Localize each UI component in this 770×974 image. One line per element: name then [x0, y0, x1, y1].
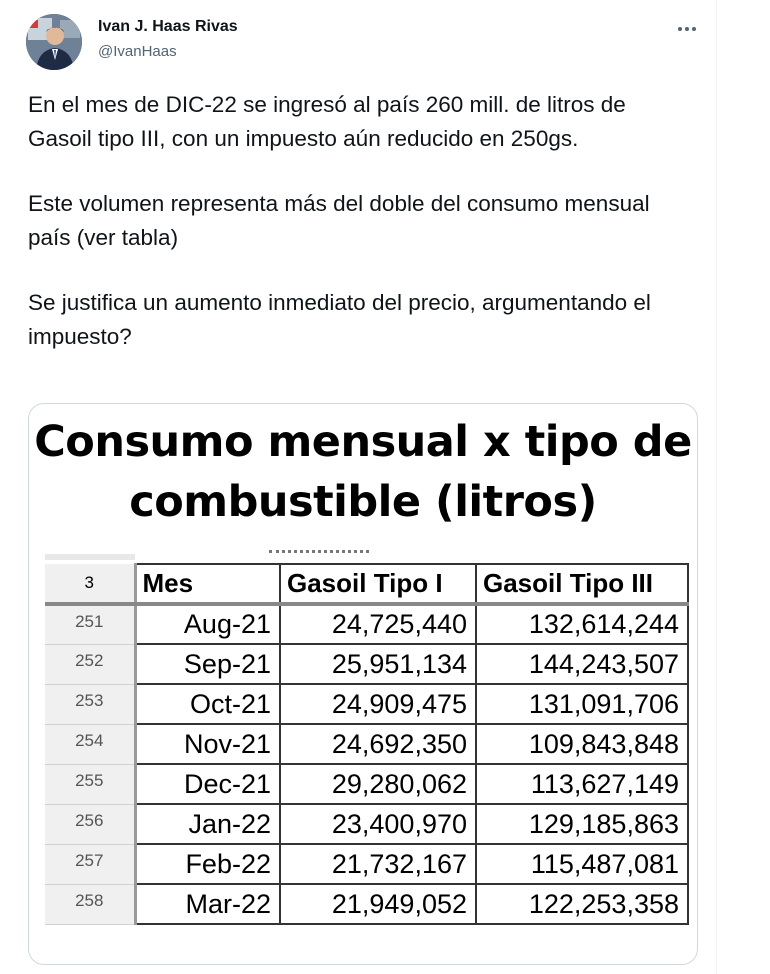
- media-title-line-1: Consumo mensual x tipo de: [34, 417, 692, 467]
- table-row: [45, 644, 688, 684]
- fuel-table: [45, 563, 689, 925]
- column-header-gasoil-tipo-i: Gasoil Tipo I: [280, 564, 476, 604]
- cell-mes: Aug-21: [135, 604, 280, 644]
- table-row: [45, 884, 688, 924]
- media-title: [29, 412, 697, 532]
- cell-gasoil-tipo-iii: 109,843,848: [476, 724, 688, 764]
- cell-mes: Mar-22: [135, 884, 280, 924]
- cell-mes: Sep-21: [135, 644, 280, 684]
- row-number: 257: [45, 844, 135, 884]
- cell-gasoil-tipo-i: 25,951,134: [280, 644, 476, 684]
- cell-mes: Feb-22: [135, 844, 280, 884]
- cell-mes: Dec-21: [135, 764, 280, 804]
- cell-gasoil-tipo-i: 24,909,475: [280, 684, 476, 724]
- more-options-button[interactable]: [672, 14, 702, 44]
- cell-mes: Nov-21: [135, 724, 280, 764]
- cell-gasoil-tipo-iii: 115,487,081: [476, 844, 688, 884]
- row-number: 3: [45, 564, 135, 604]
- table-row: [45, 724, 688, 764]
- table-row: [45, 764, 688, 804]
- tweet-paragraph: Este volumen representa más del doble del consumo mensual país (ver tabla): [28, 191, 650, 250]
- row-number: 254: [45, 724, 135, 764]
- cell-gasoil-tipo-i: 21,732,167: [280, 844, 476, 884]
- author-handle[interactable]: @IvanHaas: [98, 43, 177, 60]
- row-number: 251: [45, 604, 135, 644]
- column-header-mes: Mes: [135, 564, 280, 604]
- table-row: [45, 804, 688, 844]
- tweet-media-image[interactable]: [28, 403, 698, 965]
- row-number: 252: [45, 644, 135, 684]
- row-number: 258: [45, 884, 135, 924]
- author-name[interactable]: Ivan J. Haas Rivas: [98, 18, 238, 35]
- cell-gasoil-tipo-iii: 132,614,244: [476, 604, 688, 644]
- row-number: 253: [45, 684, 135, 724]
- cell-gasoil-tipo-i: 24,725,440: [280, 604, 476, 644]
- avatar-image: [26, 14, 82, 70]
- more-dots-icon: [677, 26, 697, 32]
- cell-gasoil-tipo-iii: 122,253,358: [476, 884, 688, 924]
- table-row: [45, 604, 688, 644]
- cell-gasoil-tipo-iii: 144,243,507: [476, 644, 688, 684]
- avatar[interactable]: [26, 14, 82, 70]
- table-row: [45, 684, 688, 724]
- cell-gasoil-tipo-i: 24,692,350: [280, 724, 476, 764]
- tweet-paragraph: Se justifica un aumento inmediato del precio, argumentando el impuesto?: [28, 290, 651, 349]
- table-header-row: [45, 564, 688, 604]
- media-title-line-2: combustible (litros): [129, 477, 597, 527]
- row-number: 255: [45, 764, 135, 804]
- table-row: [45, 844, 688, 884]
- row-number: 256: [45, 804, 135, 844]
- cell-gasoil-tipo-i: 23,400,970: [280, 804, 476, 844]
- cell-mes: Jan-22: [135, 804, 280, 844]
- tweet-text: [28, 88, 688, 385]
- cell-mes: Oct-21: [135, 684, 280, 724]
- tweet-paragraph: En el mes de DIC-22 se ingresó al país 260 mill. de litros de Gasoil tipo III, con un impuesto aún reducido en 250gs.: [28, 92, 626, 151]
- cell-gasoil-tipo-i: 29,280,062: [280, 764, 476, 804]
- cell-gasoil-tipo-i: 21,949,052: [280, 884, 476, 924]
- cell-gasoil-tipo-iii: 113,627,149: [476, 764, 688, 804]
- cell-gasoil-tipo-iii: 129,185,863: [476, 804, 688, 844]
- spreadsheet-table: [45, 563, 697, 965]
- column-header-gasoil-tipo-iii: Gasoil Tipo III: [476, 564, 688, 604]
- sheet-top-marker: [269, 550, 369, 557]
- sheet-top-strip: [45, 554, 135, 560]
- cell-gasoil-tipo-iii: 131,091,706: [476, 684, 688, 724]
